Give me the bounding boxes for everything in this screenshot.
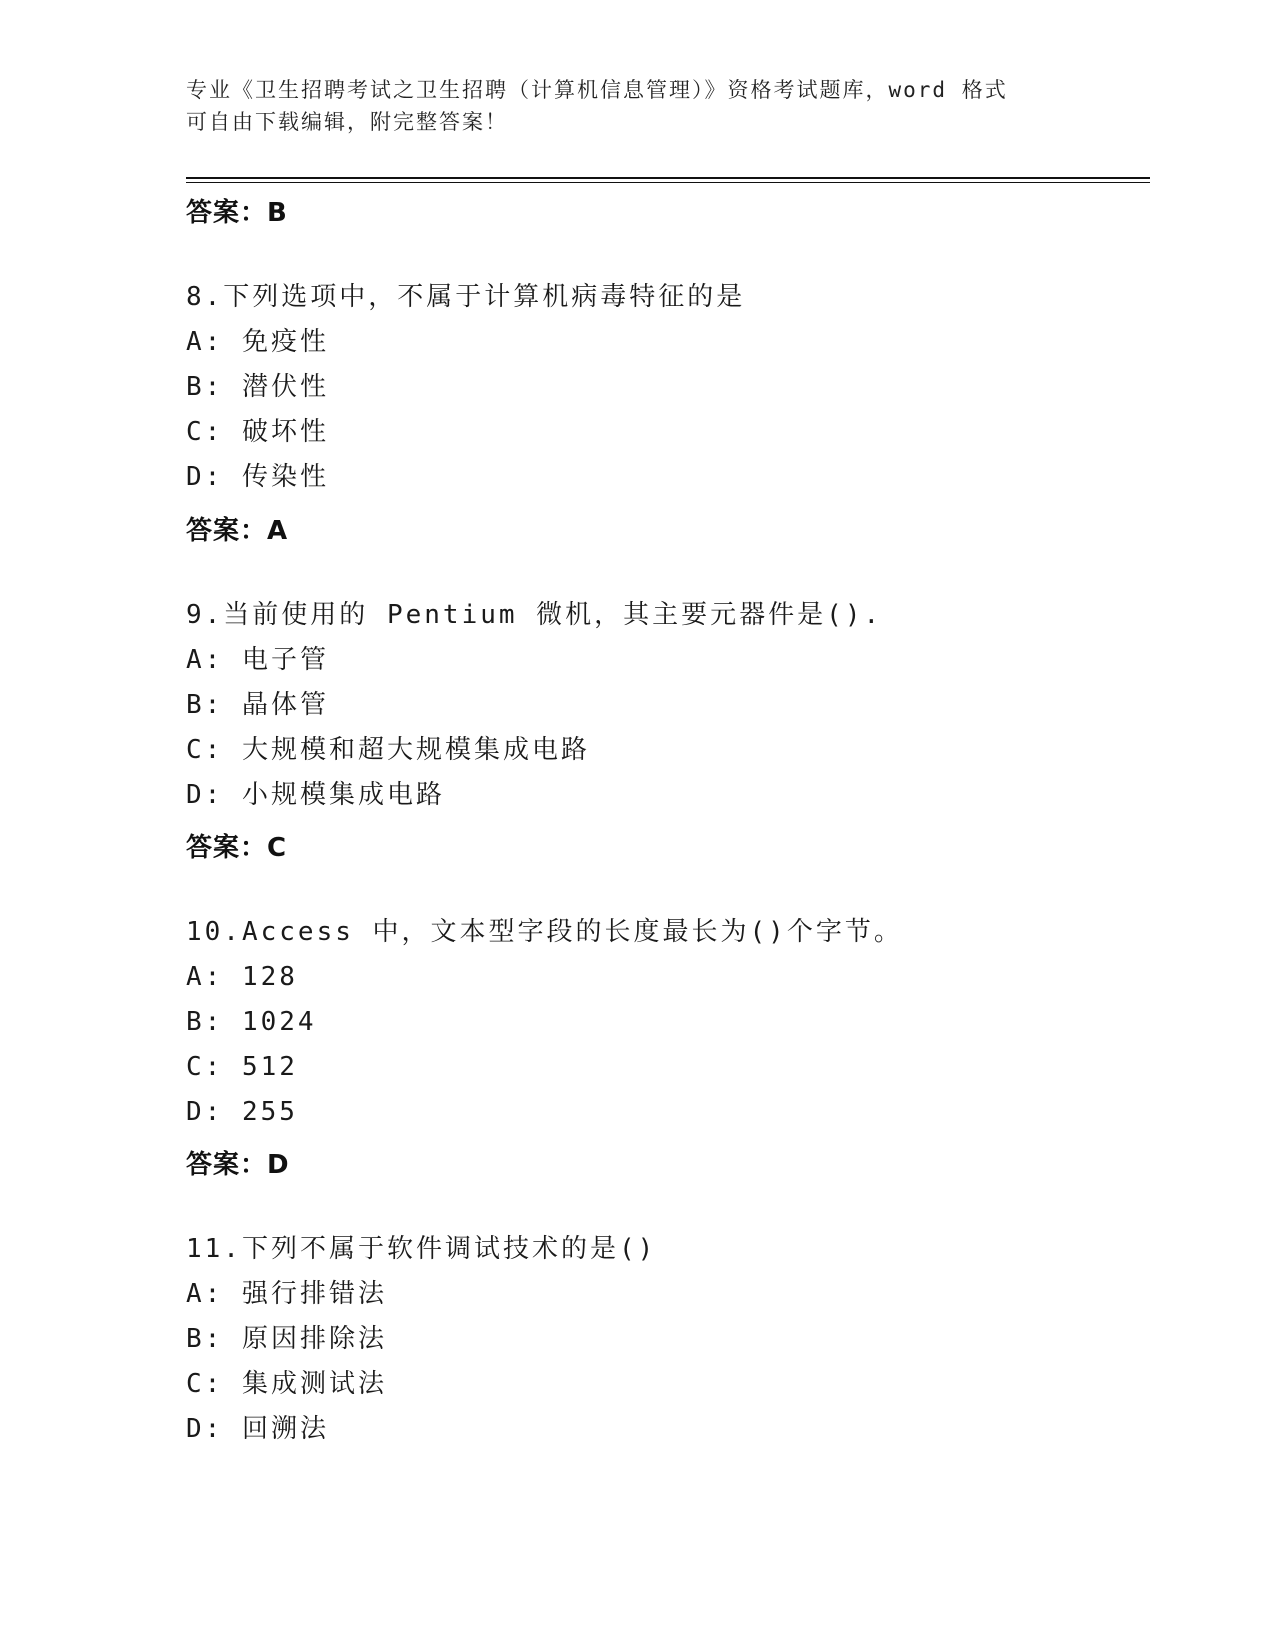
option-d: D: 255	[186, 1097, 298, 1127]
option-a: A: 电子管	[186, 645, 329, 675]
question-9	[186, 600, 1186, 810]
option-b: B: 1024	[186, 1007, 317, 1037]
option-d: D: 小规模集成电路	[186, 780, 445, 810]
header-line-2: 可自由下载编辑，附完整答案！	[186, 110, 508, 134]
question-stem: 8.下列选项中，不属于计算机病毒特征的是	[186, 282, 746, 312]
option-b: B: 原因排除法	[186, 1324, 387, 1354]
option-a: A: 免疫性	[186, 327, 329, 357]
question-stem: 10.Access 中，文本型字段的长度最长为()个字节。	[186, 917, 903, 947]
option-c: C: 512	[186, 1052, 298, 1082]
option-c: C: 集成测试法	[186, 1369, 387, 1399]
option-a: A: 128	[186, 962, 298, 992]
document-header	[186, 74, 1086, 138]
answer-previous: 答案：B	[186, 198, 288, 228]
header-divider-thick	[186, 177, 1150, 179]
option-d: D: 传染性	[186, 462, 329, 492]
question-stem: 9.当前使用的 Pentium 微机，其主要元器件是().	[186, 600, 883, 630]
question-stem: 11.下列不属于软件调试技术的是()	[186, 1234, 657, 1264]
option-c: C: 破坏性	[186, 417, 329, 447]
header-divider-thin	[186, 182, 1150, 183]
answer-question-9: 答案：C	[186, 833, 288, 863]
question-10	[186, 917, 1186, 1127]
option-c: C: 大规模和超大规模集成电路	[186, 735, 590, 765]
answer-question-10: 答案：D	[186, 1150, 290, 1180]
option-b: B: 潜伏性	[186, 372, 329, 402]
answer-question-8: 答案：A	[186, 516, 289, 546]
option-d: D: 回溯法	[186, 1414, 329, 1444]
question-8	[186, 282, 1186, 492]
question-11	[186, 1234, 1186, 1444]
header-line-1: 专业《卫生招聘考试之卫生招聘（计算机信息管理）》资格考试题库，word 格式	[186, 78, 1008, 102]
option-b: B: 晶体管	[186, 690, 329, 720]
option-a: A: 强行排错法	[186, 1279, 387, 1309]
